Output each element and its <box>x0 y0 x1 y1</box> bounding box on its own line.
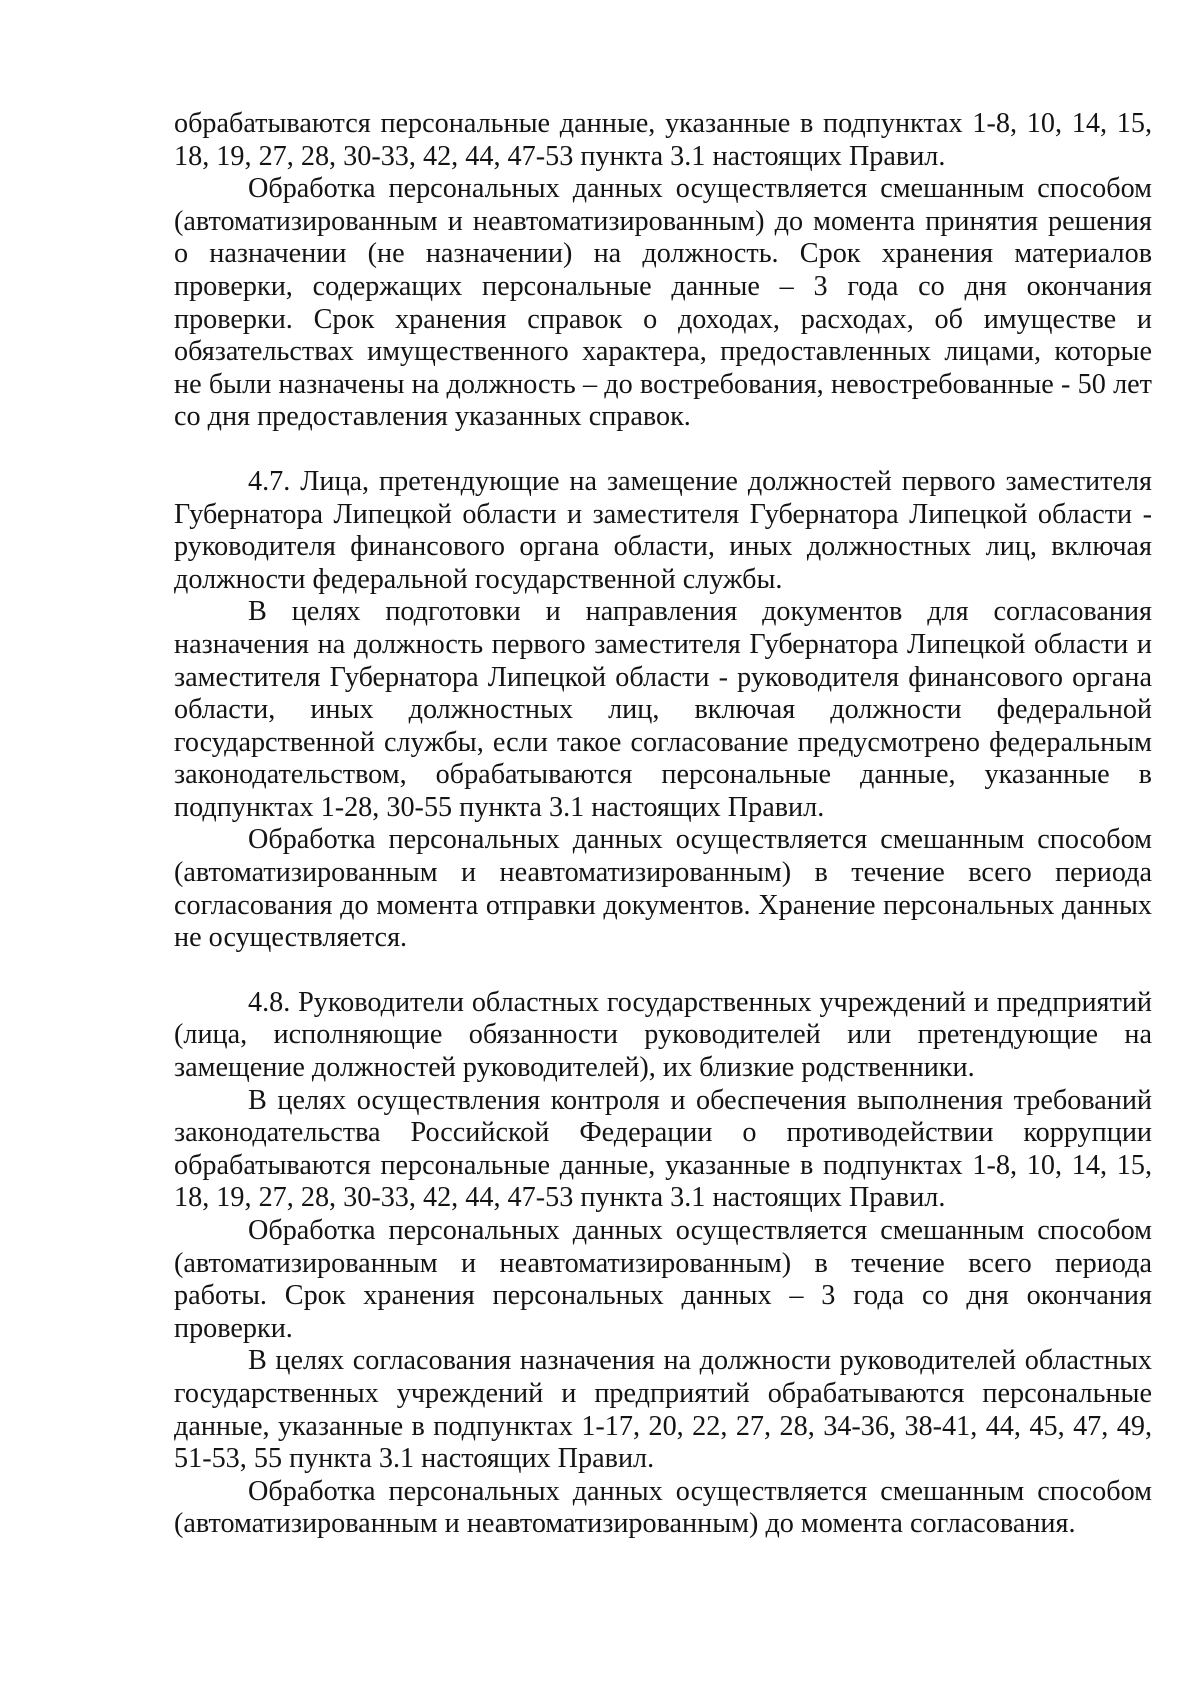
paragraph-approval-documents: В целях подготовки и направления документов для согласования назначения на должность первого заместителя Губернатора Липецкой области и заместителя Губернатора Липецкой области - руководителя финансового органа области, иных должностных лиц, включая должности федеральной государственной службы, если такое согласование предусмотрено федеральным законодательством, обрабатываются персональные данные, указанные в подпунктах 1-28, 30-55 пункта 3.1 настоящих Правил. <box>174 596 1152 823</box>
section-4-7-heading: 4.7. Лица, претендующие на замещение должностей первого заместителя Губернатора Липецкой области и заместителя Губернатора Липецкой области - руководителя финансового органа области, иных должностных лиц, включая должности федеральной государственной службы. <box>174 465 1152 595</box>
paragraph-processing-during-approval: Обработка персональных данных осуществляется смешанным способом (автоматизированным и неавтоматизированным) в течение всего периода согласования до момента отправки документов. Хранение персональных данных не осуществляется. <box>174 824 1152 954</box>
paragraph-processing-during-work: Обработка персональных данных осуществляется смешанным способом (автоматизированным и неавтоматизированным) в течение всего периода работы. Срок хранения персональных данных – 3 года со дня окончания проверки. <box>174 1215 1152 1344</box>
document-body <box>174 108 1152 1541</box>
paragraph-appointment-approval: В целях согласования назначения на должности руководителей областных государственных учреждений и предприятий обрабатываются персональные данные, указанные в подпунктах 1-17, 20, 22, 27, 28, 34-36, 38-41, 44, 45, 47, 49, 51-53, 55 пункта 3.1 настоящих Правил. <box>174 1345 1152 1475</box>
continuation-paragraph: обрабатываются персональные данные, указанные в подпунктах 1-8, 10, 14, 15, 18, 19, 27, 28, 30-33, 42, 44, 47-53 пункта 3.1 настоящих Правил. <box>174 108 1152 172</box>
paragraph-processing-until-approval: Обработка персональных данных осуществляется смешанным способом (автоматизированным и неавтоматизированным) до момента согласования. <box>174 1475 1152 1540</box>
paragraph-anticorruption-control: В целях осуществления контроля и обеспечения выполнения требований законодательства Российской Федерации о противодействии коррупции обрабатываются персональные данные, указанные в подпунктах 1-8, 10, 14, 15, 18, 19, 27, 28, 30-33, 42, 44, 47-53 пункта 3.1 настоящих Правил. <box>174 1084 1152 1214</box>
section-4-8-heading: 4.8. Руководители областных государственных учреждений и предприятий (лица, исполняющие обязанности руководителей или претендующие на замещение должностей руководителей), их близкие родственники. <box>174 986 1152 1084</box>
paragraph-processing-until-decision: Обработка персональных данных осуществляется смешанным способом (автоматизированным и неавтоматизированным) до момента принятия решения о назначении (не назначении) на должность. Срок хранения материалов проверки, содержащих персональные данные – 3 года со дня окончания проверки. Срок хранения справок о доходах, расходах, об имуществе и обязательствах имущественного характера, предоставленных лицами, которые не были назначены на должность – до востребования, невостребованные - 50 лет со дня предоставления указанных справок. <box>174 173 1152 433</box>
